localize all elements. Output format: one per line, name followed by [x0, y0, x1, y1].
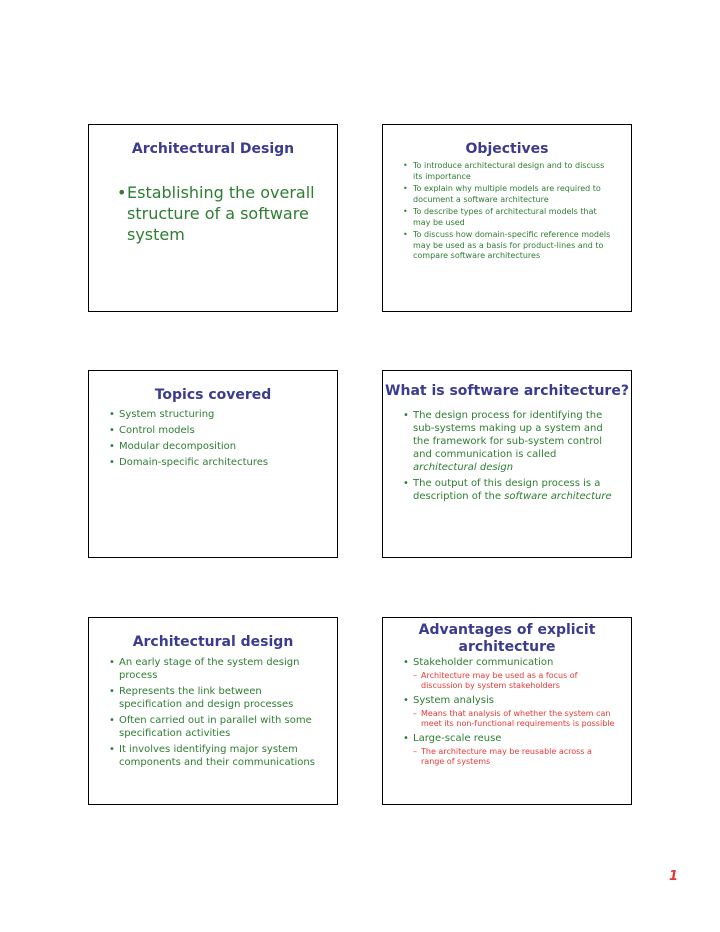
bullet-item: • Modular decomposition	[109, 440, 325, 453]
bullet-item: • It involves identifying major system components and their communications	[109, 743, 325, 769]
slide-title: Topics covered	[154, 387, 272, 403]
bullet-item: • To introduce architectural design and to discuss its importance	[403, 161, 611, 182]
sub-bullet-list	[413, 709, 615, 729]
bullet-item: • To discuss how domain-specific reference models may be used as a basis for product-lines and to compare software architectures	[403, 230, 611, 262]
bullet-item	[403, 477, 615, 503]
bullet-item: • To explain why multiple models are required to document a software architecture	[403, 184, 611, 205]
bullet-item: • To describe types of architectural models that may be used	[403, 207, 611, 228]
slide-advantages-of-explicit-architecture	[382, 617, 632, 805]
slide-objectives	[382, 124, 632, 312]
slide-architectural-design	[88, 617, 338, 805]
bullet-list	[109, 408, 325, 472]
slide-what-is-software-architecture	[382, 370, 632, 558]
bullet-item: • Represents the link between specification and design processes	[109, 685, 325, 711]
bullet-item: • Control models	[109, 424, 325, 437]
bullet-list	[109, 656, 325, 772]
slide-title: Objectives	[465, 141, 549, 157]
bullet-text: System analysis	[413, 695, 494, 706]
bullet-item: • Often carried out in parallel with some specification activities	[109, 714, 325, 740]
sub-bullet-item: – The architecture may be reusable across a range of systems	[413, 747, 615, 767]
sub-bullet-list	[413, 747, 615, 767]
slide-topics-covered	[88, 370, 338, 558]
slide-title: Advantages of explicit architecture	[418, 622, 596, 655]
slide-architectural-design-title	[88, 124, 338, 312]
bullet-item	[403, 656, 615, 691]
slide-title: Architectural design	[132, 634, 294, 650]
bullet-text: Stakeholder communication	[413, 657, 554, 668]
bullet-text: The design process for identifying the sub-systems making up a system and the framework for sub-system control and communication is called	[413, 410, 603, 460]
emphasis-text: software architecture	[504, 491, 612, 502]
bullet-text: The output of this design process is a description of the	[413, 478, 601, 502]
bullet-text: Large-scale reuse	[413, 733, 502, 744]
slide-title: Architectural Design	[131, 141, 295, 157]
bullet-item	[403, 732, 615, 767]
bullet-list	[403, 161, 611, 264]
bullet-list	[117, 182, 325, 245]
bullet-item: • Domain-specific architectures	[109, 456, 325, 469]
bullet-item	[403, 409, 615, 474]
bullet-item: • System structuring	[109, 408, 325, 421]
sub-bullet-list	[413, 671, 615, 691]
emphasis-text: architectural design	[413, 462, 514, 473]
bullet-list	[403, 656, 615, 770]
page-number: 1	[668, 869, 678, 884]
sub-bullet-item: – Architecture may be used as a focus of discussion by system stakeholders	[413, 671, 615, 691]
sub-bullet-item: – Means that analysis of whether the system can meet its non-functional requirements is possible	[413, 709, 615, 729]
bullet-item: • Establishing the overall structure of a software system	[117, 182, 325, 245]
bullet-list	[403, 409, 615, 506]
slide-title: What is software architecture?	[385, 383, 629, 399]
bullet-item	[403, 694, 615, 729]
bullet-item: • An early stage of the system design process	[109, 656, 325, 682]
